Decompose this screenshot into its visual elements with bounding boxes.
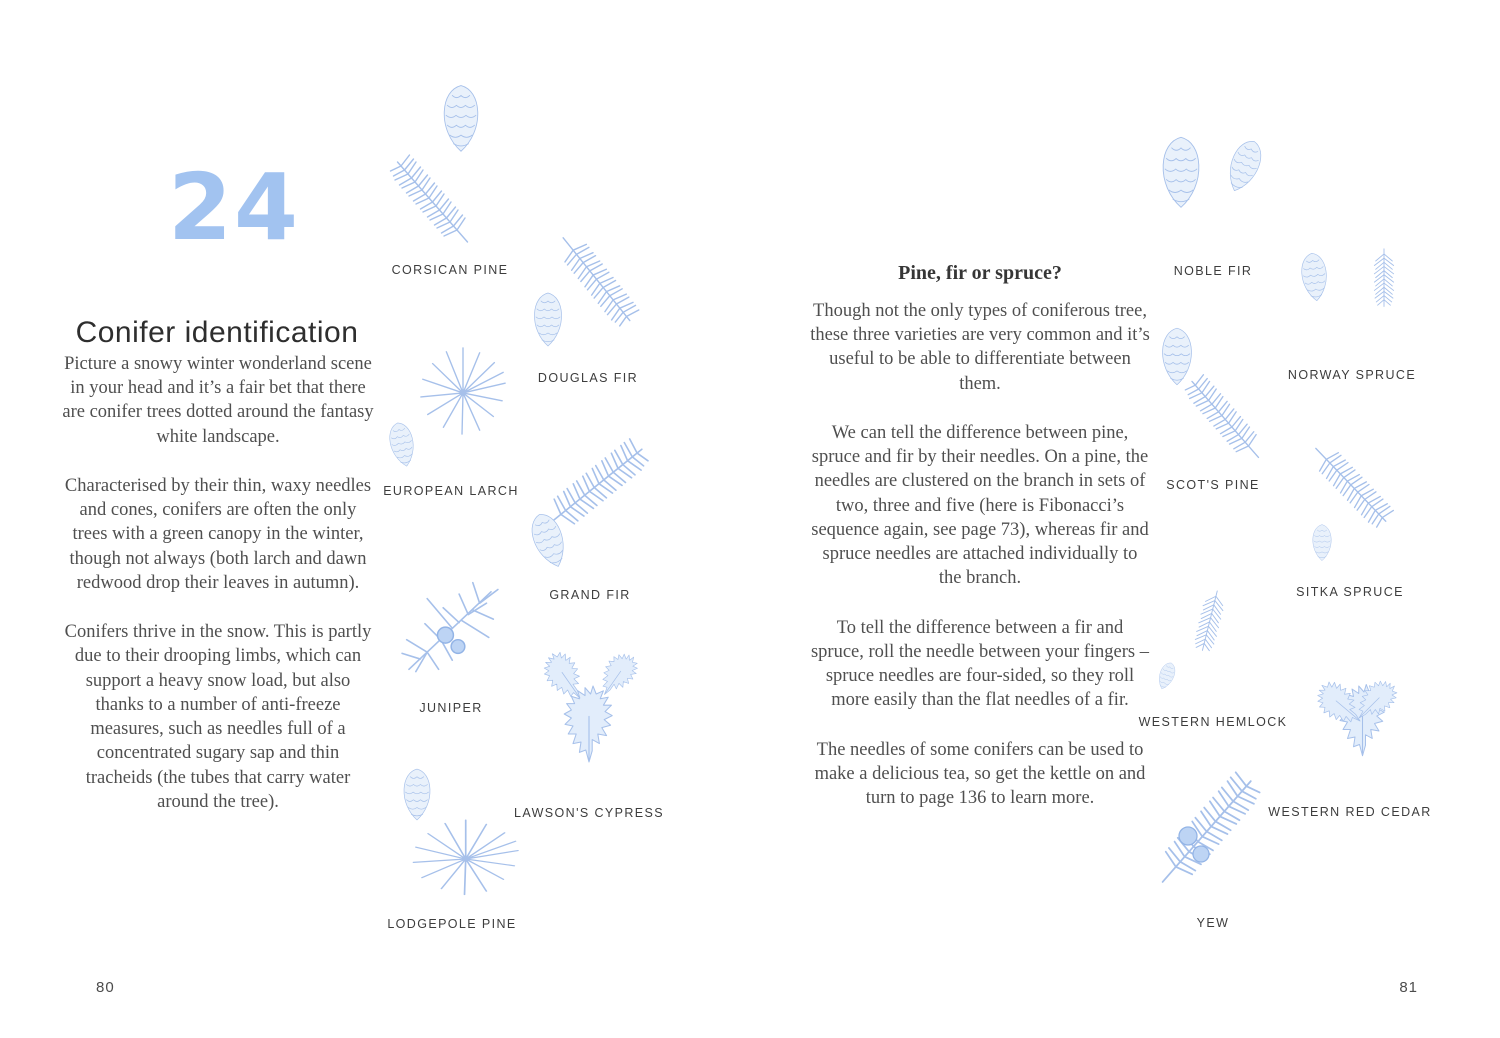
specimen-label: WESTERN HEMLOCK [1138, 715, 1288, 729]
norway-spruce-illustration [1277, 198, 1427, 358]
specimen-label: LAWSON'S CYPRESS [513, 806, 665, 820]
specimen-lodgepole-pine [377, 763, 527, 931]
specimen-sitka-spruce [1275, 432, 1425, 599]
specimen-label: SCOT'S PINE [1166, 478, 1260, 492]
western-hemlock-illustration [1138, 538, 1288, 705]
lawsons-cypress-illustration [514, 618, 664, 796]
specimen-label: GRAND FIR [549, 588, 631, 602]
european-larch-illustration [376, 340, 526, 474]
specimen-grand-fir [515, 427, 665, 602]
specimen-label: NORWAY SPRUCE [1287, 368, 1417, 382]
section-heading: Pine, fir or spruce? [898, 262, 1062, 284]
specimen-label: YEW [1196, 916, 1230, 930]
specimen-noble-fir [1138, 100, 1288, 278]
page-number-right: 81 [1399, 979, 1418, 996]
body-paragraph: Though not the only types of coniferous tree, these three varieties are very common and it’s useful to be able to differentiate between them. [810, 301, 1150, 394]
page-number-left: 80 [96, 979, 115, 996]
body-paragraph: Conifers thrive in the snow. This is partly due to their drooping limbs, which can support a heavy snow load, but also thanks to a number of anti-freeze measures, such as needles full of a concentrated sugary sap and thin tracheids (the tubes that carry water around the tree). [64, 622, 372, 812]
left-page-body [62, 352, 374, 839]
chapter-number: 24 [168, 154, 301, 261]
noble-fir-illustration [1138, 100, 1288, 254]
body-paragraph: Characterised by their thin, waxy needles and cones, conifers are often the only trees with a green canopy in the winter, though not always (both larch and dawn redwood drop their leaves in autumn). [64, 475, 372, 593]
specimen-scots-pine [1138, 315, 1288, 492]
specimen-juniper [391, 565, 511, 715]
specimen-label: SITKA SPRUCE [1296, 585, 1404, 599]
specimen-label: EUROPEAN LARCH [383, 484, 519, 498]
specimen-corsican-pine [375, 80, 525, 277]
specimen-norway-spruce [1277, 198, 1427, 382]
douglas-fir-illustration [513, 222, 663, 361]
body-paragraph: We can tell the difference between pine, spruce and fir by their needles. On a pine, the needles are clustered on the branch in sets of two, three and five (here is Fibonacci’s sequence again, see page 73), whereas fir and spruce needles are attached individually to the branch. [811, 422, 1149, 589]
specimen-yew [1138, 752, 1288, 930]
specimen-european-larch [376, 340, 526, 498]
grand-fir-illustration [515, 427, 665, 578]
specimen-lawsons-cypress [514, 618, 664, 820]
specimen-label: LODGEPOLE PINE [387, 917, 517, 931]
right-page-body [810, 262, 1150, 835]
body-paragraph: Picture a snowy winter wonderland scene in your head and it’s a fair bet that there are conifer trees dotted around the fantasy white landscape. [62, 354, 374, 447]
scots-pine-illustration [1138, 315, 1288, 468]
chapter-title: Conifer identification [75, 316, 359, 350]
lodgepole-pine-illustration [377, 763, 527, 907]
western-red-cedar-illustration [1275, 612, 1425, 795]
specimen-label: CORSICAN PINE [391, 263, 509, 277]
sitka-spruce-illustration [1275, 432, 1425, 575]
specimen-douglas-fir [513, 222, 663, 385]
body-paragraph: To tell the difference between a fir and spruce, roll the needle between your fingers – spruce needles are four-sided, so they roll more easily than the flat needles of a fir. [810, 617, 1149, 711]
yew-illustration [1138, 752, 1288, 906]
corsican-pine-illustration [375, 80, 525, 253]
specimen-label: WESTERN RED CEDAR [1268, 805, 1432, 819]
body-paragraph: The needles of some conifers can be used to make a delicious tea, so get the kettle on and turn to page 136 to learn more. [814, 739, 1146, 808]
specimen-western-hemlock [1138, 538, 1288, 729]
specimen-label: JUNIPER [419, 701, 483, 715]
specimen-label: NOBLE FIR [1173, 264, 1253, 278]
juniper-illustration [391, 565, 511, 691]
specimen-label: DOUGLAS FIR [537, 371, 639, 385]
specimen-western-red-cedar [1268, 612, 1432, 819]
